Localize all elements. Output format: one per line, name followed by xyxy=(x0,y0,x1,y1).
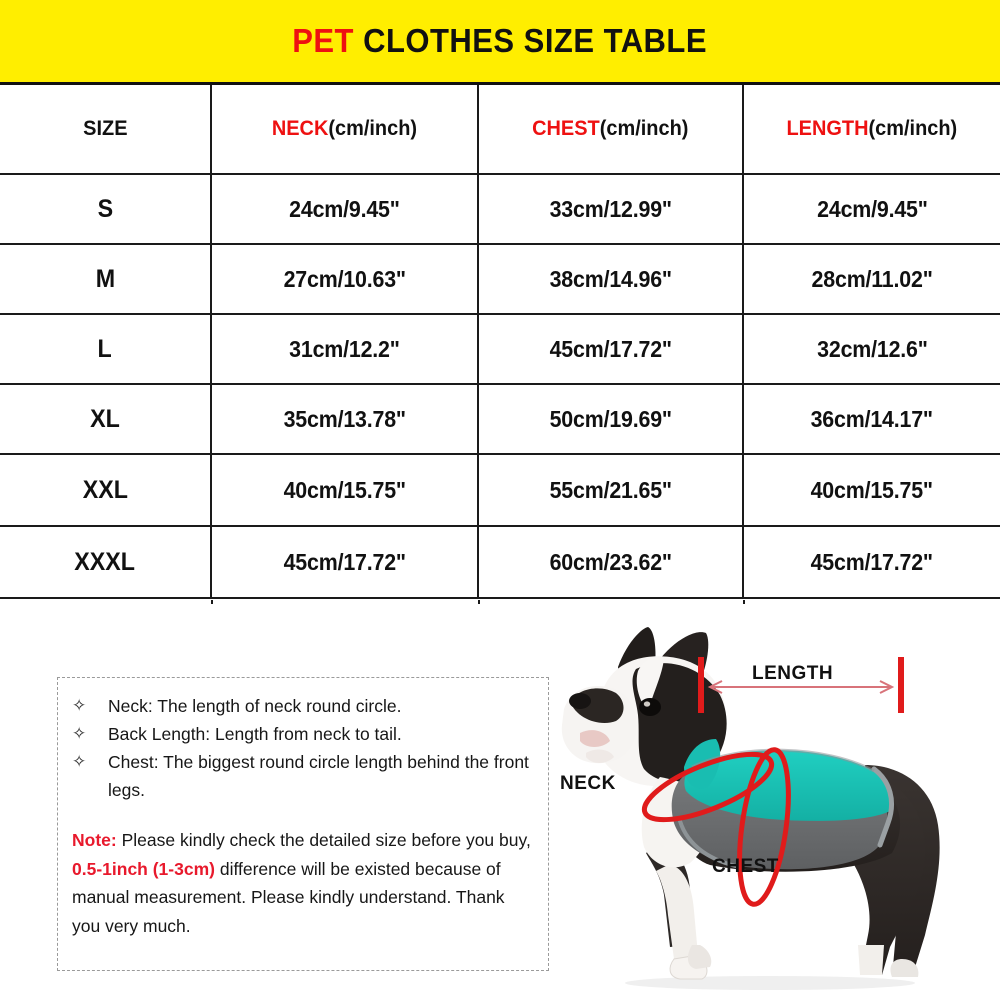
page-title-rest: CLOTHES SIZE TABLE xyxy=(354,22,708,59)
column-header-size-black: SIZE xyxy=(82,117,128,140)
cell-neck-value: 31cm/12.2" xyxy=(289,335,400,362)
cell-chest xyxy=(478,384,743,454)
length-label: LENGTH xyxy=(752,663,834,684)
cell-neck-value: 40cm/15.75" xyxy=(283,476,406,503)
diamond-bullet-icon: ✧ xyxy=(72,724,87,743)
chest-label: CHEST xyxy=(712,856,779,877)
cell-length xyxy=(743,244,1000,314)
note-text-part-1: Please kindly check the detailed size before you buy, xyxy=(116,830,531,850)
cell-chest xyxy=(478,174,743,244)
list-item xyxy=(68,720,532,748)
column-header-length-red: LENGTH xyxy=(786,117,869,140)
cell-neck-value: 24cm/9.45" xyxy=(289,195,400,222)
ground-shadow xyxy=(625,976,915,990)
cell-size xyxy=(0,384,211,454)
cell-chest-value: 60cm/23.62" xyxy=(549,548,672,575)
table-header-row xyxy=(0,85,1000,174)
cell-chest-value: 45cm/17.72" xyxy=(549,335,672,362)
cell-chest-value: 33cm/12.99" xyxy=(549,195,672,222)
list-item xyxy=(68,748,532,804)
column-header-neck-red: NECK xyxy=(271,117,329,140)
table-row xyxy=(0,174,1000,244)
cell-size xyxy=(0,314,211,384)
note-label: Note: xyxy=(72,830,117,850)
table-row xyxy=(0,314,1000,384)
list-item-label: Neck: The length of neck round circle. xyxy=(108,696,402,716)
list-item-label: Chest: The biggest round circle length behind the front legs. xyxy=(108,752,529,800)
cell-length-value: 32cm/12.6" xyxy=(816,335,928,362)
cell-length xyxy=(743,454,1000,526)
column-header-chest-red: CHEST xyxy=(532,117,600,140)
cell-neck xyxy=(211,384,478,454)
table-column-divider-stub xyxy=(211,600,213,604)
column-header-chest-units: (cm/inch) xyxy=(599,117,689,140)
cell-length-value: 28cm/11.02" xyxy=(811,265,933,292)
cell-length-value: 45cm/17.72" xyxy=(810,548,934,575)
cell-chest-value: 55cm/21.65" xyxy=(549,476,672,503)
cell-neck-value: 45cm/17.72" xyxy=(283,548,406,575)
dog-eye xyxy=(639,698,661,716)
cell-size-value: XL xyxy=(90,404,120,433)
cell-size xyxy=(0,244,211,314)
cell-neck-value: 35cm/13.78" xyxy=(283,405,406,432)
cell-length xyxy=(743,314,1000,384)
column-header-length xyxy=(743,85,1000,174)
note-paragraph xyxy=(68,826,532,940)
diamond-bullet-icon: ✧ xyxy=(72,752,87,771)
cell-neck-value: 27cm/10.63" xyxy=(283,265,406,292)
measurement-notes-box xyxy=(57,677,549,971)
cell-neck xyxy=(211,244,478,314)
cell-chest xyxy=(478,526,743,598)
diamond-bullet-icon: ✧ xyxy=(72,696,87,715)
column-header-length-units: (cm/inch) xyxy=(868,117,958,140)
table-row xyxy=(0,526,1000,598)
column-header-neck xyxy=(211,85,478,174)
cell-size xyxy=(0,174,211,244)
list-item xyxy=(68,692,532,720)
cell-chest xyxy=(478,314,743,384)
cell-size-value: XXXL xyxy=(74,547,136,576)
cell-size xyxy=(0,526,211,598)
table-column-divider-stub xyxy=(743,600,745,604)
cell-neck xyxy=(211,314,478,384)
note-text-part-2: difference will be existed because of manual measurement. Please kindly understand. Thank you very much. xyxy=(72,858,505,936)
column-header-size xyxy=(0,85,211,174)
cell-size-value: M xyxy=(95,264,115,293)
cell-size-value: S xyxy=(97,194,113,223)
page-header-band xyxy=(0,0,1000,85)
dog-front-paw-far xyxy=(688,945,711,969)
cell-size xyxy=(0,454,211,526)
size-table xyxy=(0,85,1000,599)
page-title-accent: PET xyxy=(292,22,355,59)
dog-eye-highlight xyxy=(644,701,650,706)
cell-length xyxy=(743,384,1000,454)
dog-front-leg-near xyxy=(656,865,698,959)
cell-neck xyxy=(211,174,478,244)
cell-length-value: 36cm/14.17" xyxy=(810,405,934,432)
cell-chest xyxy=(478,244,743,314)
cell-length xyxy=(743,174,1000,244)
length-marker-right-bar xyxy=(898,657,904,713)
table-row xyxy=(0,244,1000,314)
cell-chest-value: 50cm/19.69" xyxy=(549,405,672,432)
cell-size-value: L xyxy=(97,334,113,363)
table-row xyxy=(0,384,1000,454)
length-marker-left-bar xyxy=(698,657,704,713)
table-column-divider-stub xyxy=(478,600,480,604)
dog-rear-sock xyxy=(858,945,884,975)
cell-neck xyxy=(211,526,478,598)
cell-length-value: 40cm/15.75" xyxy=(810,476,934,503)
dog-nose xyxy=(569,693,591,709)
column-header-neck-units: (cm/inch) xyxy=(328,117,418,140)
cell-neck xyxy=(211,454,478,526)
note-tolerance-highlight: 0.5-1inch (1-3cm) xyxy=(72,858,215,879)
cell-size-value: XXL xyxy=(82,475,128,504)
table-row xyxy=(0,454,1000,526)
column-header-chest xyxy=(478,85,743,174)
cell-chest xyxy=(478,454,743,526)
page-title xyxy=(293,22,708,60)
list-item-label: Back Length: Length from neck to tail. xyxy=(108,724,402,744)
cell-chest-value: 38cm/14.96" xyxy=(549,265,672,292)
cell-length xyxy=(743,526,1000,598)
neck-label: NECK xyxy=(560,773,616,794)
cell-length-value: 24cm/9.45" xyxy=(816,195,928,222)
